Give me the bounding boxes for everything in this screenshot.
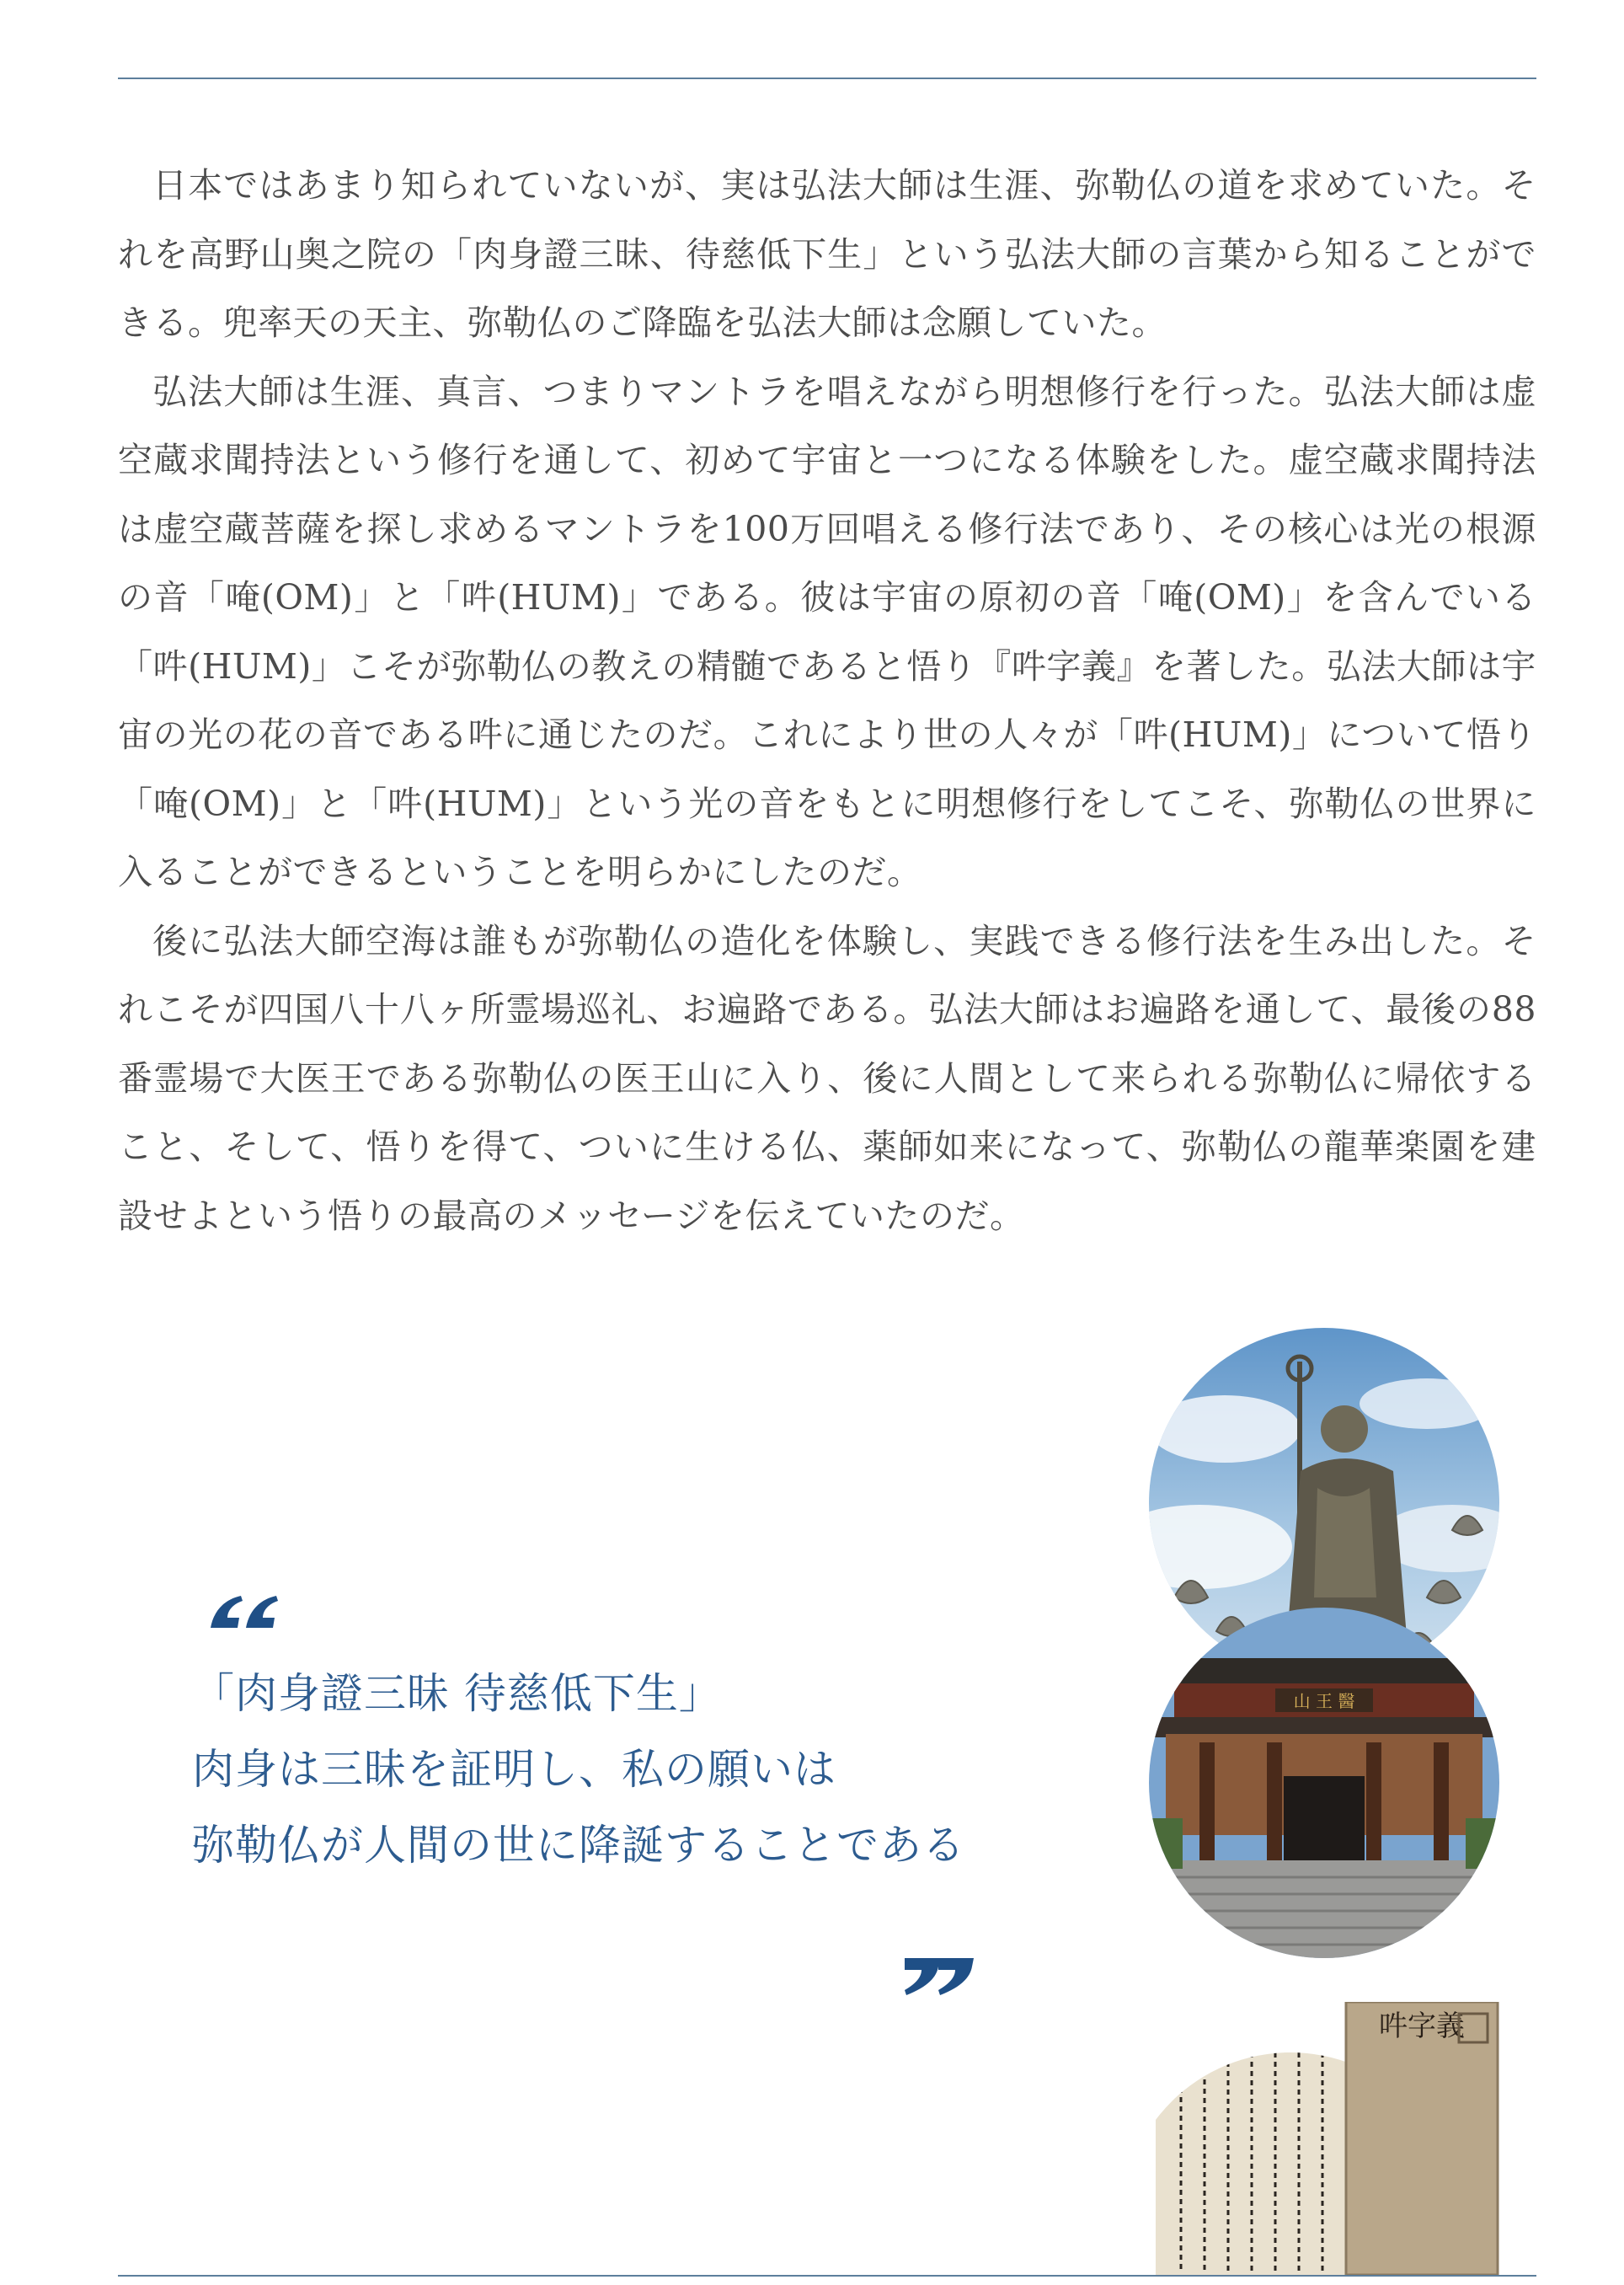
quote-line-1: 「肉身證三昧 待慈低下生」 bbox=[192, 1669, 722, 1718]
manuscript-photo bbox=[1156, 2002, 1523, 2275]
paragraph-1: 日本ではあまり知られていないが、実は弘法大師は生涯、弥勒仏の道を求めていた。それを高野山奥之院の「肉身證三昧、待慈低下生」という弘法大師の言葉から知ることができる。兜率天の天主、弥勒仏のご降臨を弘法大師は念願していた。 bbox=[118, 165, 1536, 343]
bottom-rule bbox=[118, 2275, 1536, 2277]
paragraph-2: 弘法大師は生涯、真言、つまりマントラを唱えながら明想修行を行った。弘法大師は虚空蔵求聞持法という修行を通して、初めて宇宙と一つになる体験をした。虚空蔵求聞持法は虚空蔵菩薩を探し求めるマントラを100万回唱える修行法であり、その核心は光の根源の音「唵(OM)」と「吽(HUM)」である。彼は宇宙の原初の音「唵(OM)」を含んでいる「吽(HUM)」こそが弥勒仏の教えの精髄であると悟り『吽字義』を著した。弘法大師は宇宙の光の花の音である吽に通じたのだ。これにより世の人々が「吽(HUM)」について悟り「唵(OM)」と「吽(HUM)」という光の音をもとに明想修行をしてこそ、弥勒仏の世界に入ることができるということを明らかにしたのだ。 bbox=[118, 371, 1536, 892]
open-quote-icon bbox=[207, 1584, 283, 1635]
close-quote-icon bbox=[900, 1953, 975, 2004]
paragraph-3: 後に弘法大師空海は誰もが弥勒仏の造化を体験し、実践できる修行法を生み出した。それこそが四国八十八ヶ所霊場巡礼、お遍路である。弘法大師はお遍路を通して、最後の88番霊場で大医王である弥勒仏の医王山に入り、後に人間として来られる弥勒仏に帰依すること、そして、悟りを得て、ついに生ける仏、薬師如来になって、弥勒仏の龍華楽園を建設せよという悟りの最高のメッセージを伝えていたのだ。 bbox=[118, 920, 1536, 1236]
scroll-title-text: 吽字義 bbox=[1379, 2009, 1465, 2043]
quote-line-2: 肉身は三昧を証明し、私の願いは bbox=[192, 1745, 836, 1794]
temple-gate-photo bbox=[1149, 1608, 1499, 1958]
article-body bbox=[118, 152, 1536, 1250]
quote-line-3: 弥勒仏が人間の世に降誕することである bbox=[192, 1821, 965, 1870]
gate-sign-text: 山 王 醫 bbox=[1293, 1691, 1355, 1711]
top-rule bbox=[118, 78, 1536, 79]
pull-quote bbox=[192, 1584, 1018, 2022]
